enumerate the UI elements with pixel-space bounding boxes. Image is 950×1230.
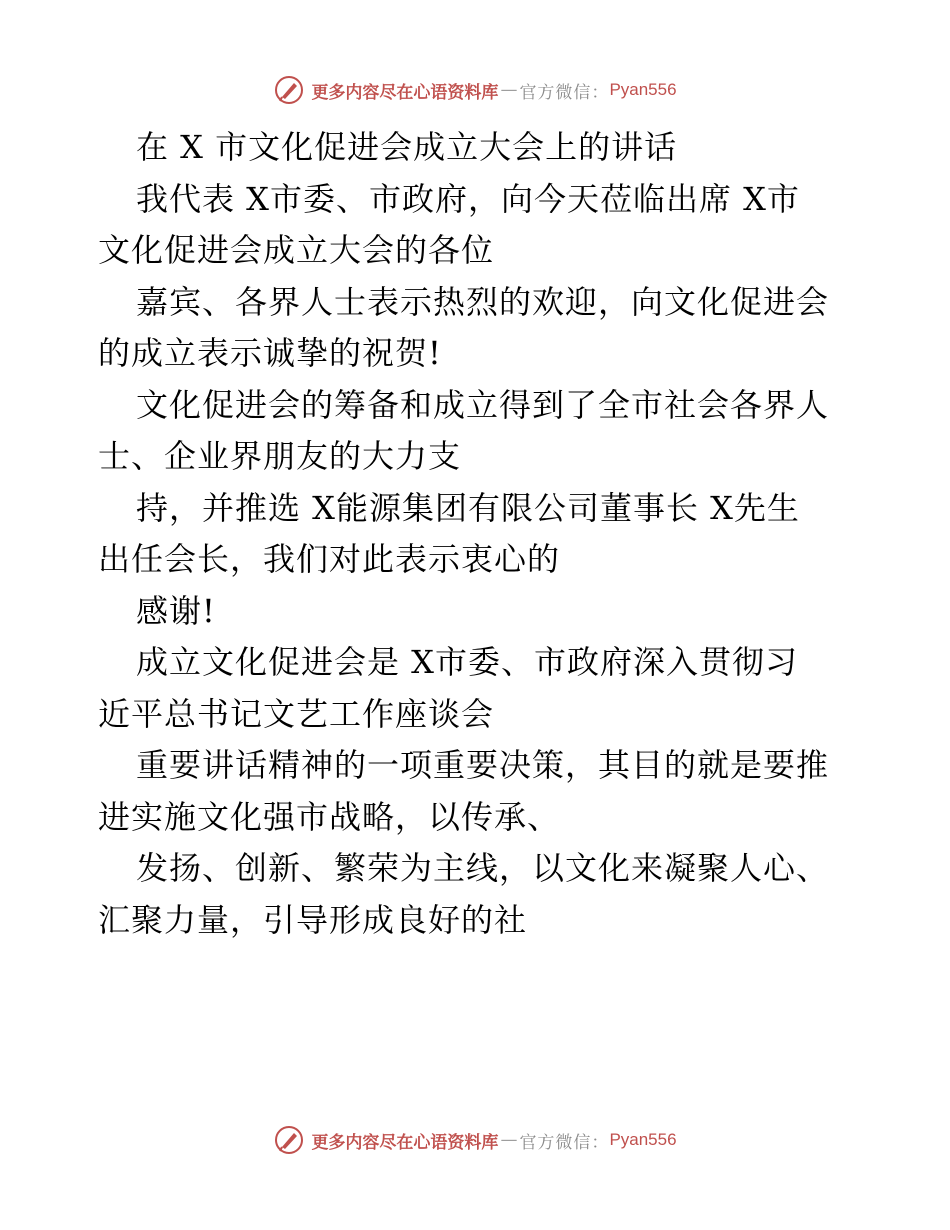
text-line: 我代表 X市委、市政府，向今天莅临出席 X市	[136, 179, 800, 218]
header-watermark	[0, 70, 950, 110]
text-line: 的成立表示诚挚的祝贺!	[98, 334, 442, 372]
text-line: 持，并推选 X能源集团有限公司董事长 X先生	[136, 488, 800, 527]
text-line: 近平总书记文艺工作座谈会	[98, 694, 495, 733]
text-line: 在 X 市文化促进会成立大会上的讲话	[136, 128, 678, 166]
watermark-id: Pyan556	[609, 80, 677, 99]
text-line: 士、企业界朋友的大力支	[98, 437, 462, 475]
watermark-id: Pyan556	[609, 1130, 677, 1149]
footer-watermark	[0, 1120, 950, 1160]
quill-logo-icon	[273, 1124, 305, 1156]
text-line: 成立文化促进会是 X市委、市政府深入贯彻习	[136, 643, 798, 681]
text-line: 进实施文化强市战略，以传承、	[98, 797, 561, 836]
watermark-sub-text: 官方微信：	[519, 82, 610, 103]
watermark-dash: —	[500, 80, 518, 100]
watermark-dash: —	[500, 1130, 518, 1150]
text-line: 出任会长，我们对此表示衷心的	[98, 540, 561, 578]
text-line: 感谢!	[136, 591, 216, 630]
text-line: 重要讲话精神的一项重要决策，其目的就是要推	[136, 746, 830, 784]
text-line: 文化促进会的筹备和成立得到了全市社会各界人	[136, 385, 830, 424]
text-line: 发扬、创新、繁荣为主线，以文化来凝聚人心、	[136, 849, 830, 887]
quill-logo-icon	[273, 74, 305, 106]
document-body	[98, 122, 868, 946]
watermark-main-text: 更多内容尽在心语资料库	[311, 82, 499, 103]
watermark-sub-text: 官方微信：	[519, 1132, 610, 1153]
text-line: 嘉宾、各界人士表示热烈的欢迎，向文化促进会	[136, 282, 830, 321]
text-line: 文化促进会成立大会的各位	[98, 231, 495, 269]
watermark-main-text: 更多内容尽在心语资料库	[311, 1132, 499, 1153]
text-line: 汇聚力量，引导形成良好的社	[98, 900, 528, 939]
